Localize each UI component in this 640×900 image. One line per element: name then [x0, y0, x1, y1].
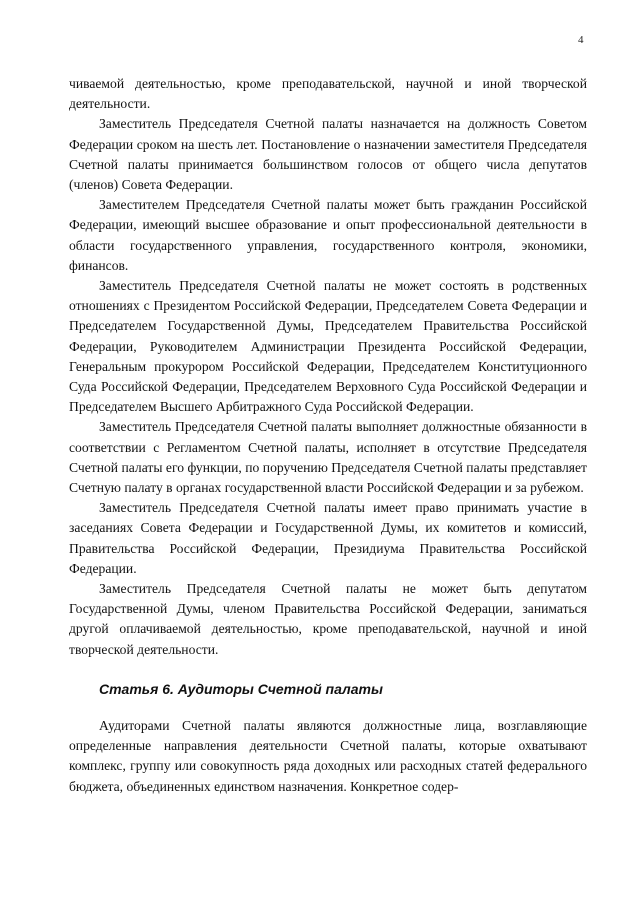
- document-body: [69, 74, 587, 797]
- paragraph: Заместителем Председателя Счетной палаты может быть гражданин Российской Федерации, имеющий высшее образование и опыт профессиональной деятельности в области государственного управления, государственного контроля, экономики, финансов.: [69, 197, 587, 273]
- paragraph: Заместитель Председателя Счетной палаты не может быть депутатом Государственной Думы, членом Правительства Российской Федерации, заниматься другой оплачиваемой деятельностью, кроме преподавательской, научной и иной творческой деятельности.: [69, 581, 587, 657]
- paragraph: чиваемой деятельностью, кроме преподавательской, научной и иной творческой деятельности.: [69, 76, 587, 112]
- paragraph: Заместитель Председателя Счетной палаты имеет право принимать участие в заседаниях Совета Федерации и Государственной Думы, их комитетов и комиссий, Правительства Российской Федерации, Президиума Правительства Российской Федерации.: [69, 500, 587, 576]
- paragraph: Аудиторами Счетной палаты являются должностные лица, возглавляющие определенные направления деятельности Счетной палаты, которые охватывают комплекс, группу или совокупность ряда доходных или расходных статей федерального бюджета, объединенных единством назначения. Конкретное содер-: [69, 717, 587, 794]
- paragraph: Заместитель Председателя Счетной палаты выполняет должностные обязанности в соответствии с Регламентом Счетной палаты, исполняет в отсутствие Председателя Счетной палаты его функции, по поручению Председателя Счетной палаты представляет Счетную палату в органах государственной власти Российской Федерации и за рубежом.: [69, 419, 587, 496]
- paragraph: Заместитель Председателя Счетной палаты назначается на должность Советом Федерации сроком на шесть лет. Постановление о назначении заместителя Председателя Счетной палаты принимается большинством голосов от общего числа депутатов (членов) Совета Федерации.: [69, 116, 587, 193]
- paragraph: Заместитель Председателя Счетной палаты не может состоять в родственных отношениях с Президентом Российской Федерации, Председателем Совета Федерации и Председателем Государственной Думы, Председателем Правительства Российской Федерации, Руководителем Администрации Президента Российской Федерации, Генеральным прокурором Российской Федерации, Председателем Конституционного Суда Российской Федерации, Председателем Верховного Суда Российской Федерации и Председателем Высшего Арбитражного Суда Российской Федерации.: [69, 278, 587, 415]
- article-heading: Статья 6. Аудиторы Счетной палаты: [99, 680, 383, 697]
- page-number: 4: [578, 34, 584, 46]
